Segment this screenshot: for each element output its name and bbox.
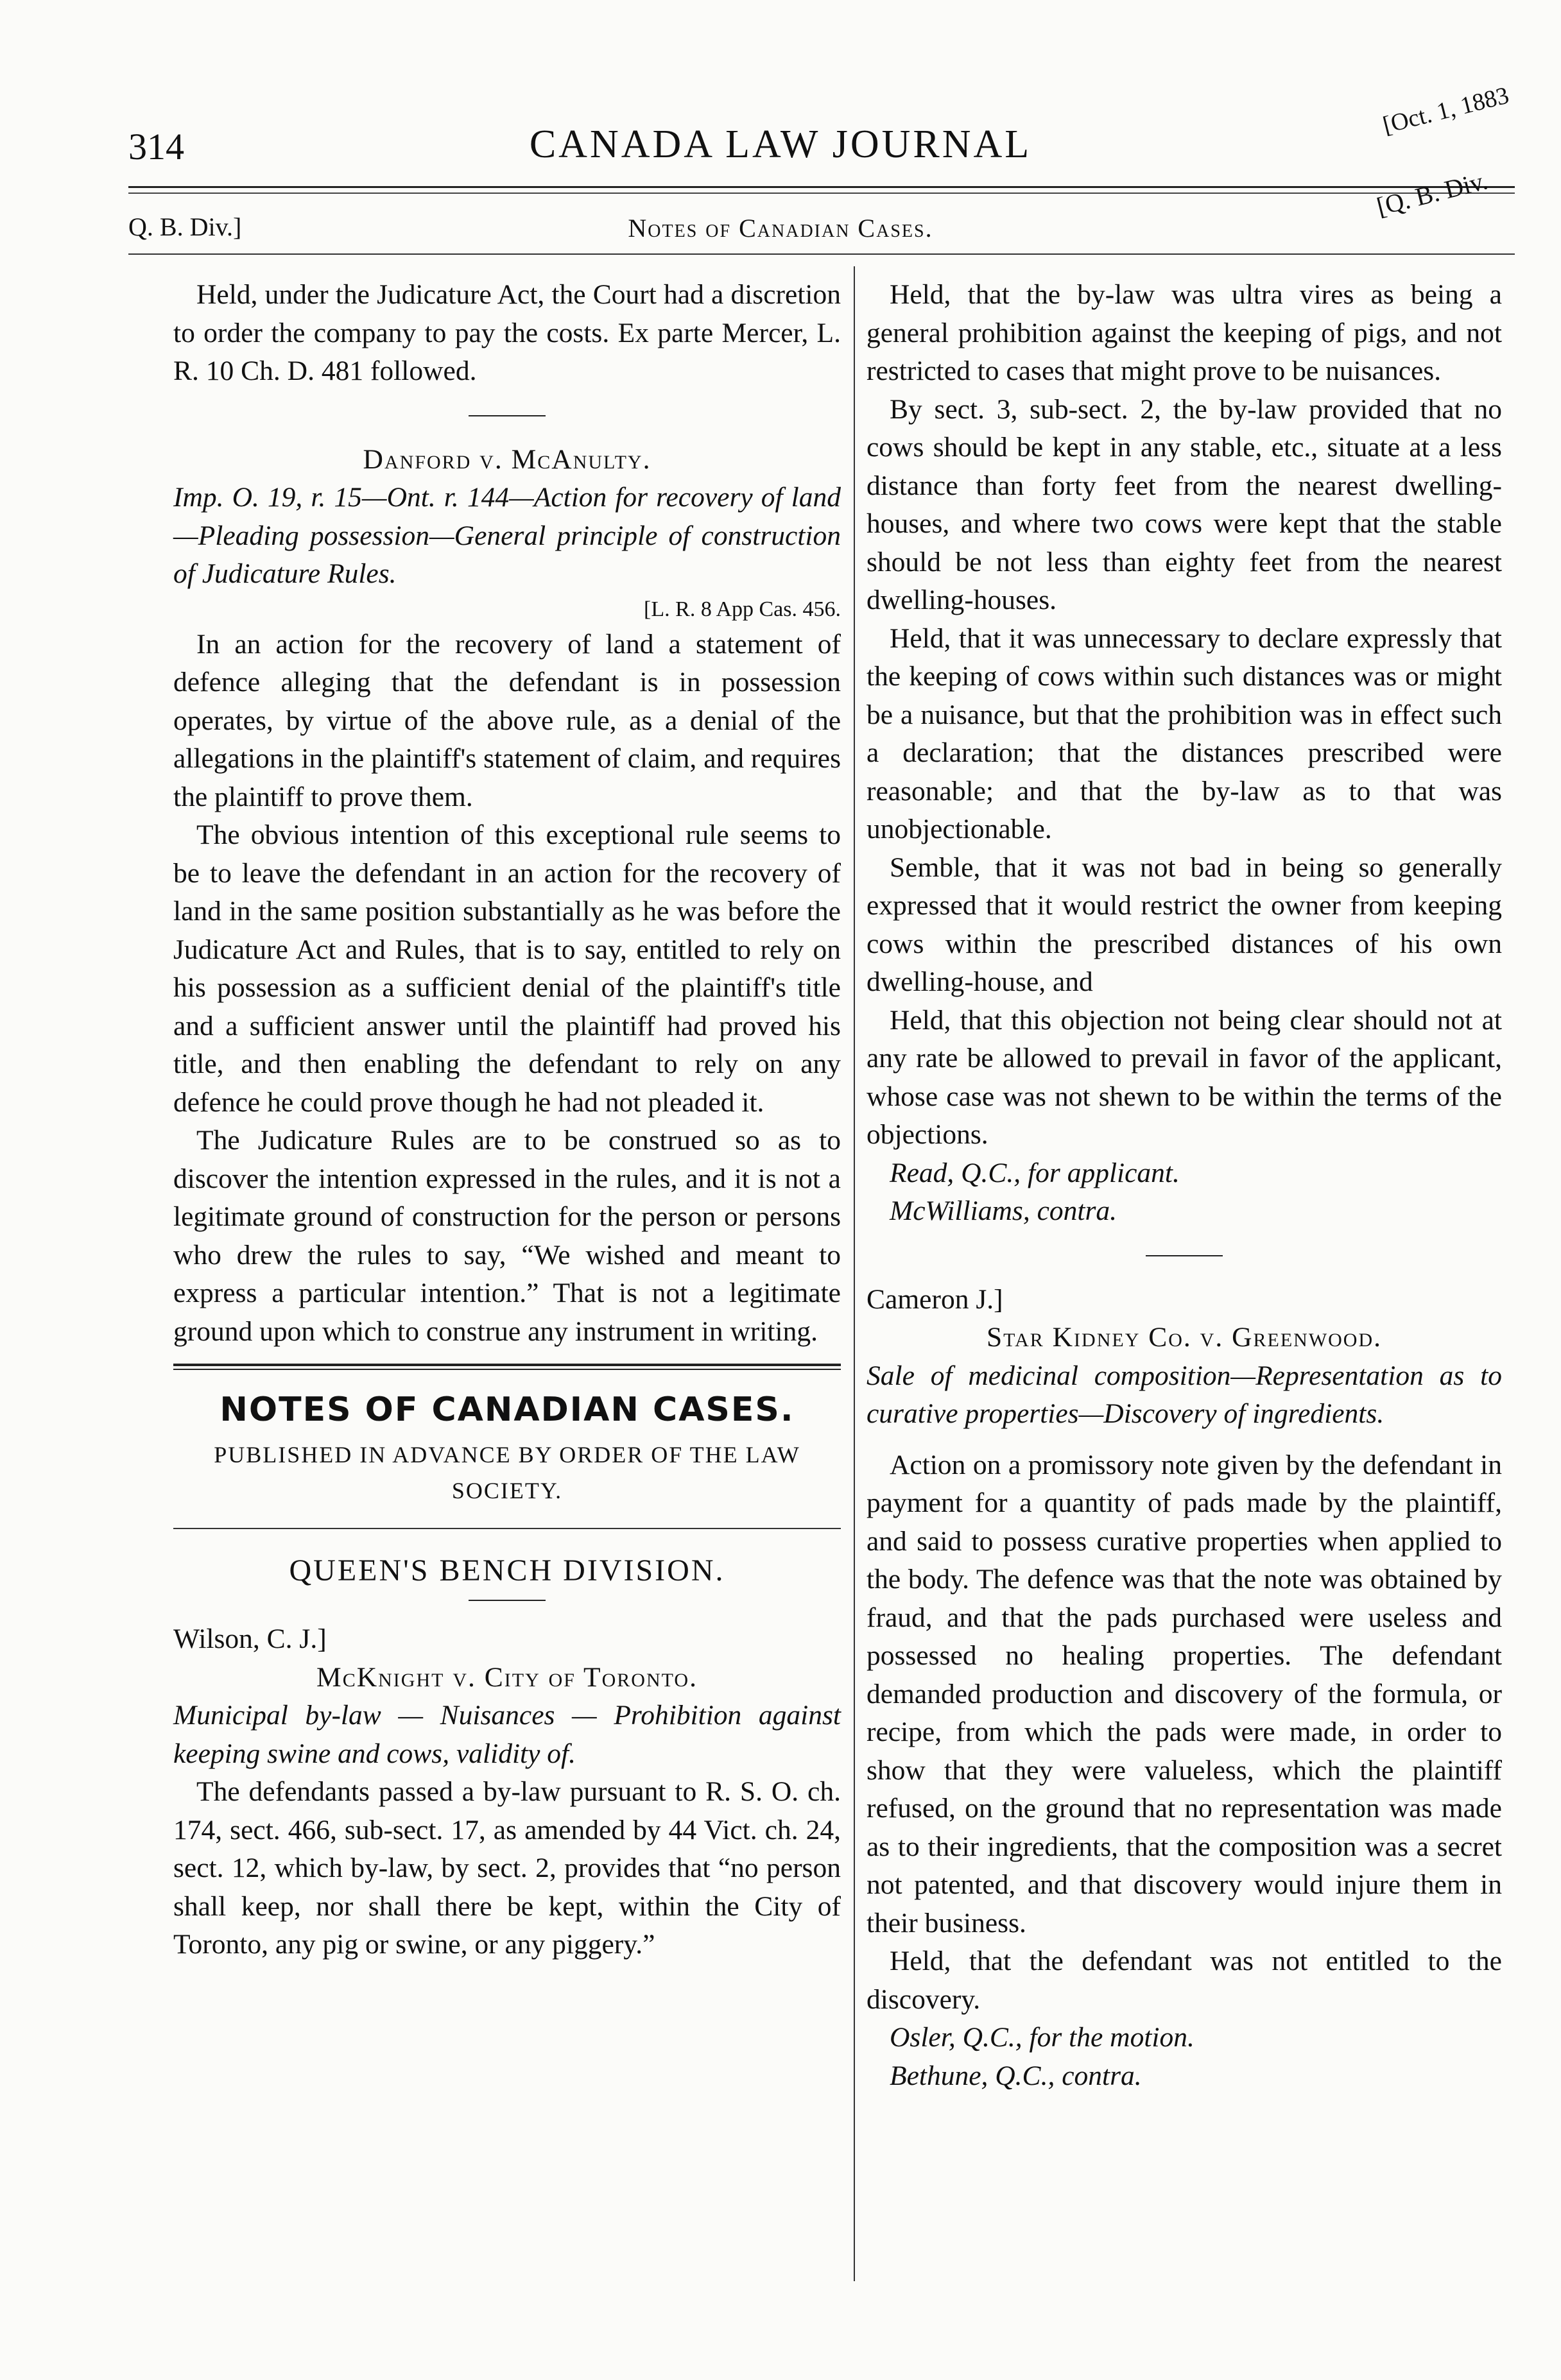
header-rule: [128, 186, 1515, 188]
left-column: [173, 276, 841, 1964]
page-number: 314: [128, 126, 184, 167]
paragraph: The obvious intention of this exceptional rule seems to be to leave the defendant in an action for the recovery of land in the same position substantially as he was before the Judicature Act and Rules, that is to say, entitled to rely on his possession as a sufficient denial of the plaintiff's title and a sufficient answer until the plaintiff had proved his title, and then enabling the defendant to rely on any defence he could prove though he had not pleaded it.: [173, 819, 841, 1118]
right-column: [867, 276, 1502, 2095]
judge-name: Cameron J.]: [867, 1283, 1003, 1315]
issue-date: [Oct. 1, 1883: [1380, 81, 1512, 139]
section-separator: [469, 1600, 546, 1601]
counsel-line: McWilliams, contra.: [890, 1195, 1117, 1226]
paragraph: In an action for the recovery of land a statement of defence alleging that the defendant is in possession operates, by virtue of the above rule, as a denial of the allegations in the plaintiff's statement of claim, and requires the plaintiff to prove them.: [173, 628, 841, 812]
paragraph: Held, that this objection not being clear should not at any rate be allowed to prevail in favor of the applicant, whose case was not shewn to be within the terms of the objections.: [867, 1004, 1502, 1150]
paragraph: Held, that the by-law was ultra vires as being a general prohibition against the keeping of pigs, and not restricted to cases that might prove to be nuisances.: [867, 279, 1502, 386]
case-headnote: Sale of medicinal composition—Representation as to curative properties—Discovery of ingredients.: [867, 1360, 1502, 1429]
judge-name: Wilson, C. J.]: [173, 1623, 327, 1654]
counsel-line: Read, Q.C., for applicant.: [890, 1157, 1180, 1188]
paragraph: The Judicature Rules are to be construed so as to discover the intention expressed in the rules, and it is not a legitimate ground of construction for the person or persons who drew the rules to say, “We wished and meant to express a particular intention.” That is not a legitimate ground upon which to construe any instrument in writing.: [173, 1125, 841, 1347]
section-rule: [173, 1528, 841, 1529]
paragraph: Action on a promissory note given by the defendant in payment for a quantity of pads made by the plaintiff, and said to possess curative properties when applied to the body. The defence was that the note was obtained by fraud, and that the pads purchased were useless and possessed no healing properties. The defendant demanded production and discovery of the formula, or recipe, from which the pads were made, in order to show that they were valueless, which the plaintiff refused, on the ground that no representation was made as to their ingredients, that the composition was a secret not patented, and that discovery would injure them in their business.: [867, 1449, 1502, 1939]
paragraph: By sect. 3, sub-sect. 2, the by-law provided that no cows should be kept in any stable, etc., situate at a less distance than forty feet from the nearest dwelling-houses, and where two cows were kept that the stable should be not less than eighty feet from the nearest dwelling-houses.: [867, 393, 1502, 615]
paragraph: Held, under the Judicature Act, the Court had a discretion to order the company to pay the costs. Ex parte Mercer, L. R. 10 Ch. D. 481 followed.: [173, 279, 841, 386]
header-rule-thin: [128, 193, 1515, 194]
counsel-line: Bethune, Q.C., contra.: [890, 2060, 1142, 2091]
counsel-line: Osler, Q.C., for the motion.: [890, 2022, 1194, 2053]
division-heading: QUEEN'S BENCH DIVISION.: [289, 1554, 725, 1588]
division-tag-right: [Q. B. Div.: [1374, 166, 1491, 221]
section-separator: [1146, 1255, 1223, 1256]
paragraph: The defendants passed a by-law pursuant to R. S. O. ch. 174, sect. 466, sub-sect. 17, as amended by 44 Vict. ch. 24, sect. 12, which by-law, by sect. 2, provides that “no person shall keep, nor shall there be kept, within the City of Toronto, any pig or swine, or any piggery.”: [173, 1776, 841, 1960]
division-tag-left: Q. B. Div.]: [128, 212, 242, 241]
section-title: Notes of Canadian Cases.: [628, 214, 933, 243]
column-divider: [854, 266, 855, 2281]
case-title: McKnight v. City of Toronto.: [316, 1661, 698, 1693]
paragraph: Semble, that it was not bad in being so generally expressed that it would restrict the owner from keeping cows within the prescribed distances of his own dwelling-house, and: [867, 852, 1502, 997]
section-separator: [469, 415, 546, 416]
case-citation: [L. R. 8 App Cas. 456.: [644, 597, 841, 621]
notes-heading: NOTES OF CANADIAN CASES.: [220, 1391, 795, 1429]
paragraph: Held, that the defendant was not entitled to the discovery.: [867, 1946, 1502, 2015]
double-rule-thin: [173, 1369, 841, 1370]
case-headnote: Municipal by-law — Nuisances — Prohibition against keeping swine and cows, validity of.: [173, 1700, 841, 1769]
paragraph: Held, that it was unnecessary to declare expressly that the keeping of cows within such distances was or might be a nuisance, but that the prohibition was in effect such a declaration; that the distances prescribed were reasonable; and that the by-law as to that was unobjectionable.: [867, 622, 1502, 844]
double-rule: [173, 1364, 841, 1366]
journal-title: CANADA LAW JOURNAL: [529, 123, 1032, 166]
case-title: Danford v. McAnulty.: [363, 443, 651, 475]
published-note: PUBLISHED IN ADVANCE BY ORDER OF THE LAW SOCIETY.: [214, 1442, 800, 1503]
spacer: [867, 1434, 1502, 1446]
case-title: Star Kidney Co. v. Greenwood.: [986, 1322, 1383, 1353]
case-headnote: Imp. O. 19, r. 15—Ont. r. 144—Action for recovery of land—Pleading possession—General principle of construction of Judicature Rules.: [173, 482, 841, 589]
subheader-rule: [128, 253, 1515, 255]
